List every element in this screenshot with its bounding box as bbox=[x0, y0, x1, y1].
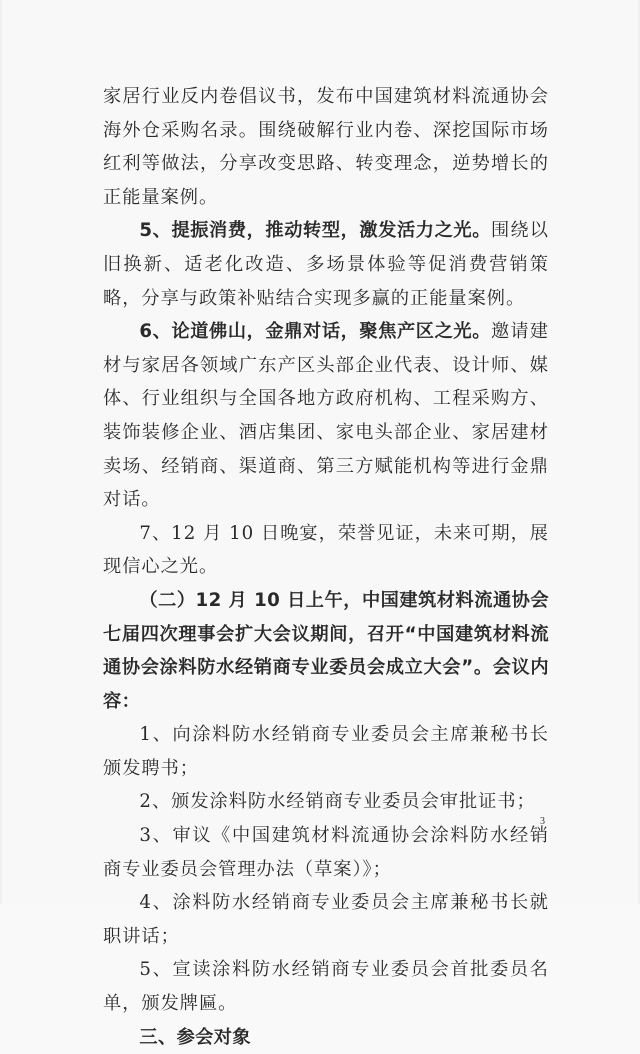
paragraph-section-2 bbox=[103, 584, 549, 718]
paragraph-continuation bbox=[103, 80, 549, 214]
agenda-item-3 bbox=[103, 819, 549, 886]
agenda-item-1 bbox=[103, 718, 549, 785]
agenda-item-5 bbox=[103, 953, 549, 1020]
agenda-item-2 bbox=[103, 785, 549, 819]
paragraph-text: 7、12 月 10 日晚宴，荣誉见证，未来可期，展现信心之光。 bbox=[103, 522, 549, 578]
section-lead: （二）12 月 10 日上午，中国建筑材料流通协会七届四次理事会扩大会议期间，召开“中国建筑材料流通协会涂料防水经销商专业委员会成立大会”。会议内容： bbox=[103, 589, 549, 712]
page-number: 3 bbox=[540, 816, 545, 827]
agenda-text: 4、涂料防水经销商专业委员会主席兼秘书长就职讲话； bbox=[103, 892, 549, 947]
agenda-text: 3、审议《中国建筑材料流通协会涂料防水经销商专业委员会管理办法（草案）》； bbox=[103, 825, 549, 880]
paragraph-item-7 bbox=[103, 517, 549, 584]
agenda-item-4 bbox=[103, 886, 549, 953]
paragraph-item-6 bbox=[103, 315, 549, 517]
agenda-text: 2、颁发涂料防水经销商专业委员会审批证书； bbox=[139, 791, 536, 813]
paragraph-item-5 bbox=[103, 214, 549, 315]
agenda-text: 1、向涂料防水经销商专业委员会主席兼秘书长颁发聘书； bbox=[103, 724, 549, 779]
item-heading: 5、提振消费，推动转型，激发活力之光。 bbox=[139, 220, 491, 242]
item-heading: 6、论道佛山，金鼎对话，聚焦产区之光。 bbox=[139, 321, 491, 343]
paragraph-text: 围绕以旧换新、适老化改造、多场景体验等促消费营销策略，分享与政策补贴结合实现多赢的正能量案例。 bbox=[103, 220, 549, 309]
agenda-text: 5、宣读涂料防水经销商专业委员会首批委员名单，颁发牌匾。 bbox=[103, 959, 549, 1015]
paragraph-text: 家居行业反内卷倡议书，发布中国建筑材料流通协会海外仓采购名录。围绕破解行业内卷、深挖国际市场红利等做法，分享改变思路、转变理念，逆势增长的正能量案例。 bbox=[103, 86, 549, 208]
section-heading-3: 三、参会对象 bbox=[139, 1026, 251, 1048]
document-body bbox=[103, 80, 549, 1054]
paragraph-text: 邀请建材与家居各领域广东产区头部企业代表、设计师、媒体、行业组织与全国各地方政府机构、工程采购方、装饰装修企业、酒店集团、家电头部企业、家居建材卖场、经销商、渠道商、第三方赋能机构等进行金鼎对话。 bbox=[103, 321, 549, 511]
